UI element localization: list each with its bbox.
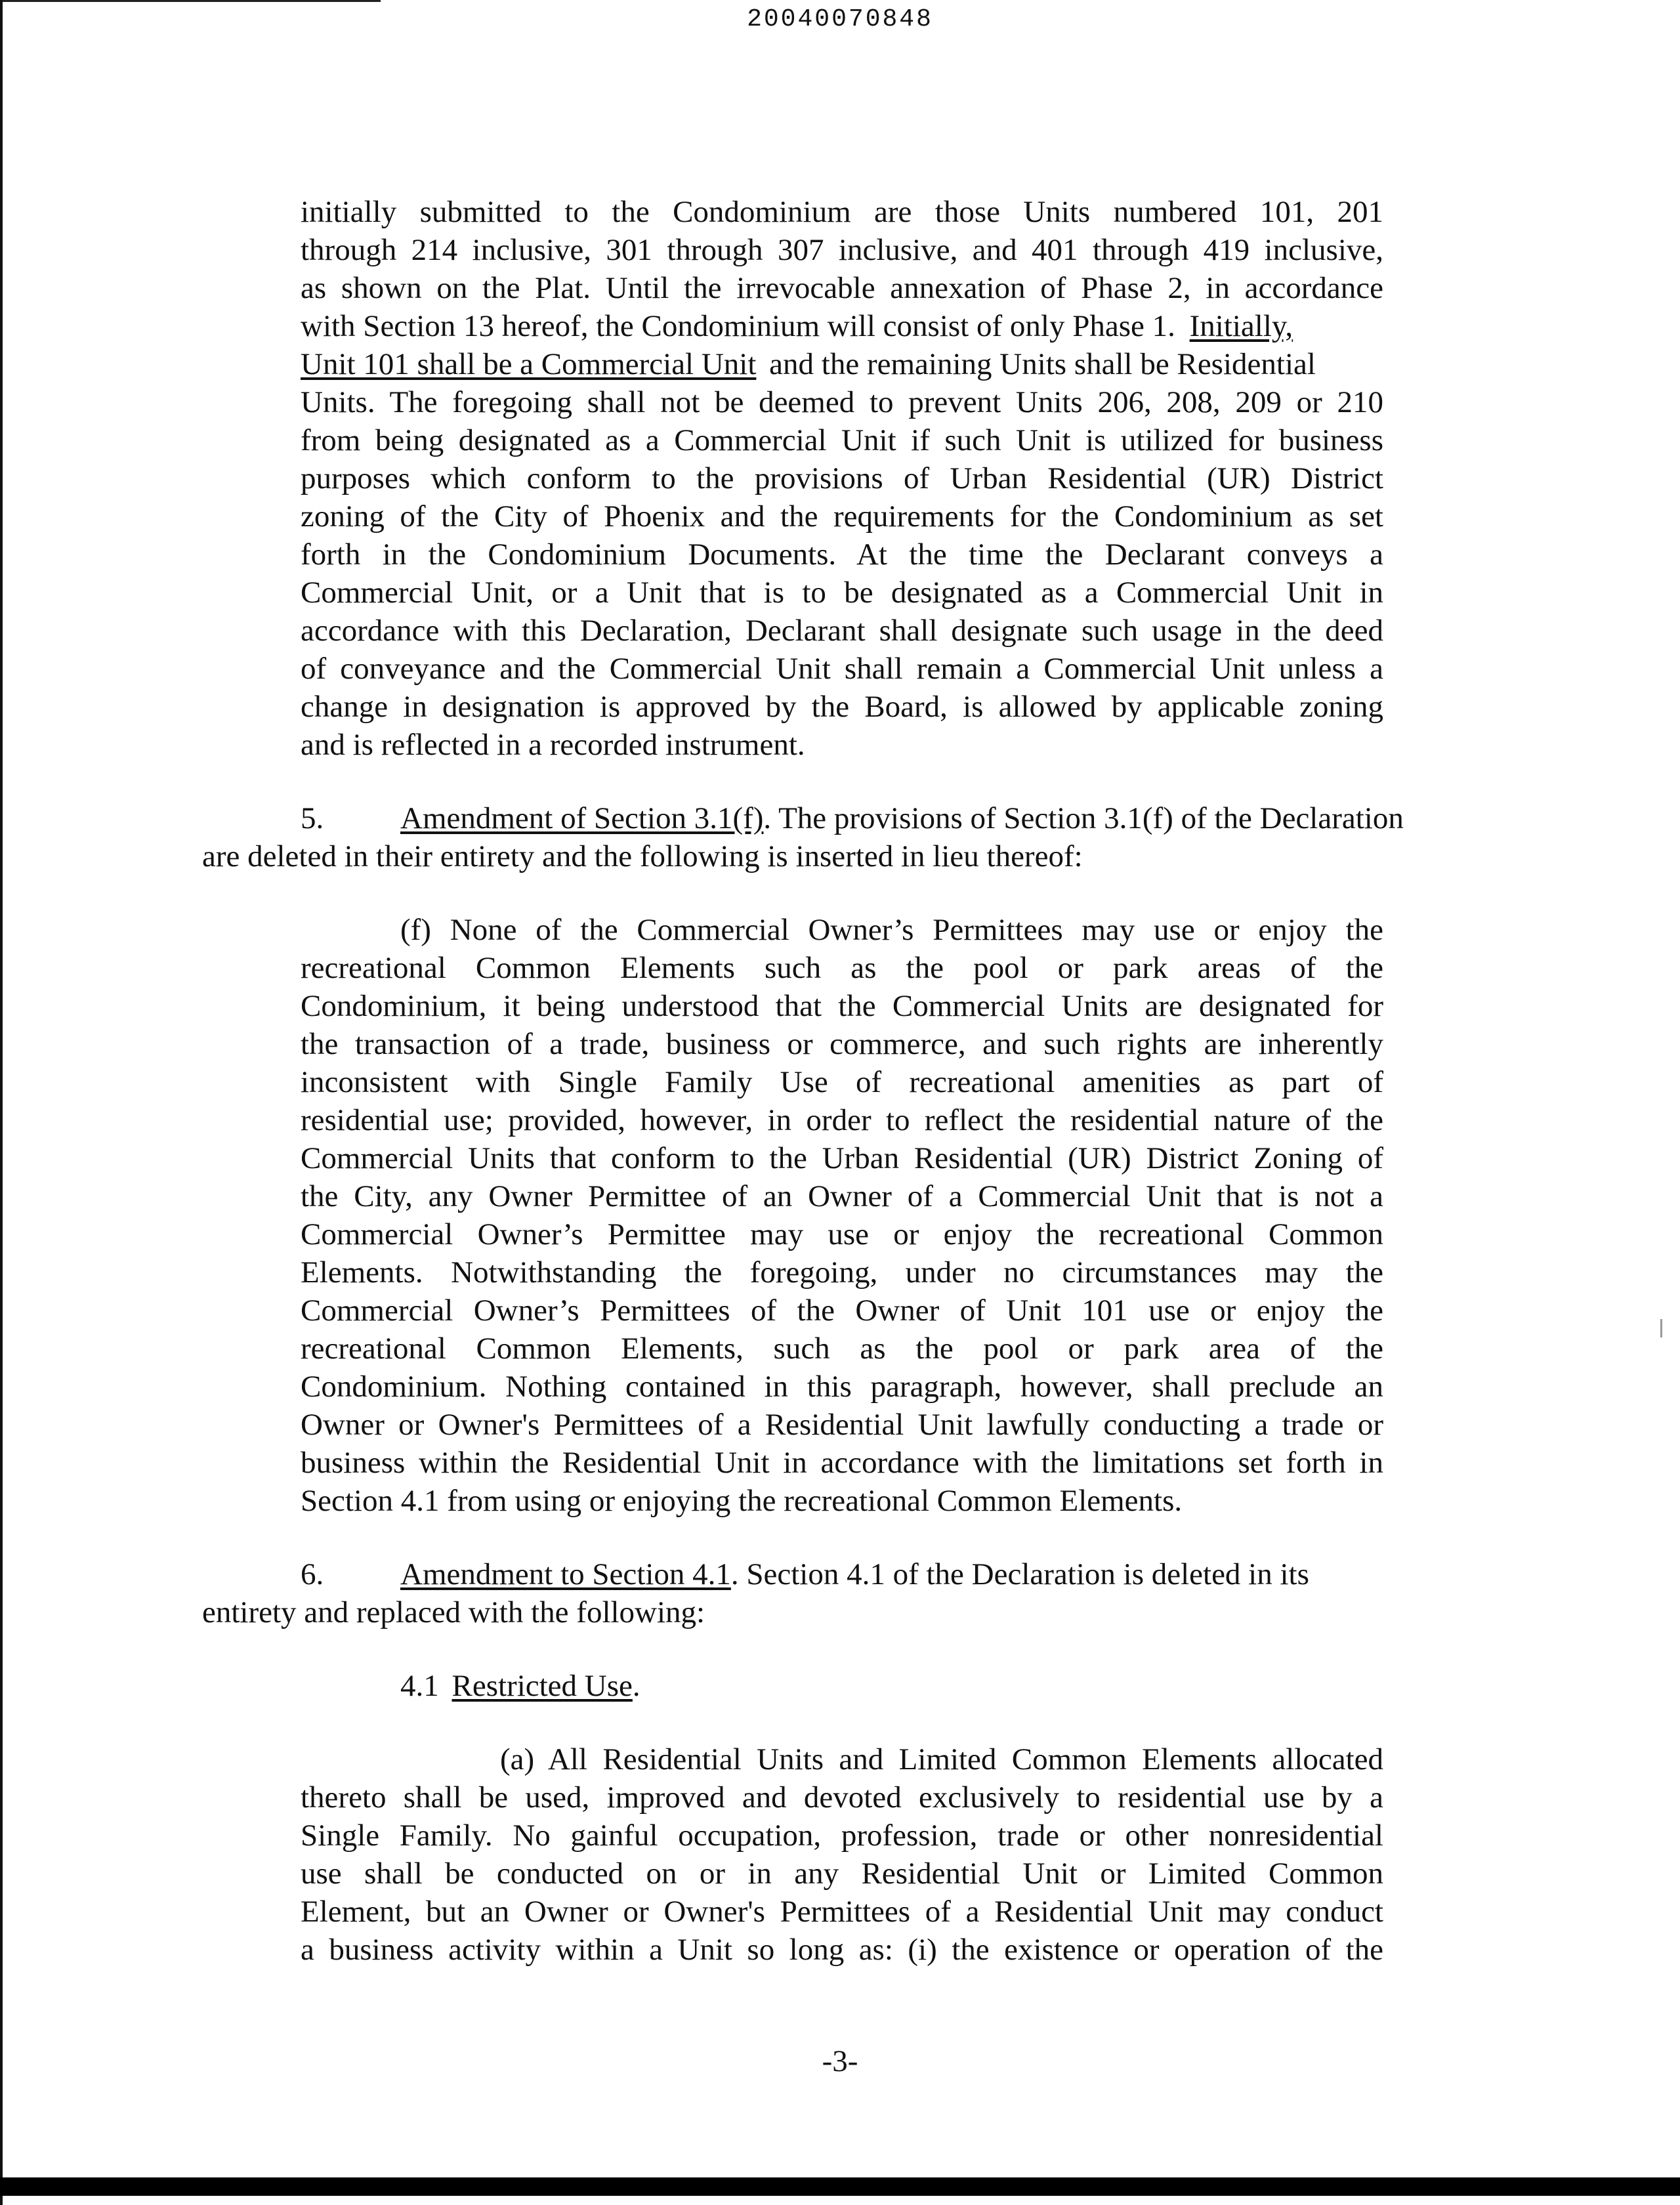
text-line: recreational Common Elements, such as the pool or park area of the	[301, 1332, 1383, 1366]
scan-top-rule	[0, 0, 381, 2]
text-line: Commercial Owner’s Permittee may use or enjoy the recreational Common	[301, 1217, 1383, 1251]
text-line: forth in the Condominium Documents. At the time the Declarant conveys a	[301, 537, 1383, 572]
text-line: Commercial Owner’s Permittees of the Owner of Unit 101 use or enjoy the	[301, 1293, 1383, 1328]
text-line: a business activity within a Unit so long as: (i) the existence or operation of the	[301, 1933, 1383, 1967]
text-line: change in designation is approved by the Board, is allowed by applicable zoning	[301, 690, 1383, 724]
text-line: (f) None of the Commercial Owner’s Permittees may use or enjoy the	[400, 913, 1383, 947]
text-line: Condominium, it being understood that the Commercial Units are designated for	[301, 989, 1383, 1023]
text-line: from being designated as a Commercial Unit if such Unit is utilized for business	[301, 423, 1383, 457]
scan-left-edge	[0, 0, 3, 2205]
text-line: Section 4.1 from using or enjoying the recreational Common Elements.	[301, 1484, 1183, 1518]
text-line: of conveyance and the Commercial Unit shall remain a Commercial Unit unless a	[301, 652, 1383, 686]
text-line: residential use; provided, however, in order to reflect the residential nature of the	[301, 1103, 1383, 1137]
text-line: initially submitted to the Condominium are those Units numbered 101, 201	[301, 195, 1383, 229]
text-line: accordance with this Declaration, Declarant shall designate such usage in the deed	[301, 614, 1383, 648]
text-line: (a) All Residential Units and Limited Common Elements allocated	[500, 1742, 1383, 1776]
scan-bottom-bar	[0, 2177, 1680, 2196]
text-line: Commercial Unit, or a Unit that is to be designated as a Commercial Unit in	[301, 576, 1383, 610]
text-line: Condominium. Nothing contained in this paragraph, however, shall preclude an	[301, 1370, 1383, 1404]
text-line: Commercial Units that conform to the Urban Residential (UR) District Zoning of	[301, 1141, 1383, 1175]
text-line	[301, 345, 1383, 383]
section-6-heading: Amendment to Section 4.1	[400, 1557, 731, 1591]
text-run: with Section 13 hereof, the Condominium will consist of only Phase 1.	[301, 309, 1175, 343]
text-line: purposes which conform to the provisions of Urban Residential (UR) District	[301, 461, 1383, 495]
text-line: recreational Common Elements such as the pool or park areas of the	[301, 951, 1383, 985]
text-line	[301, 307, 1383, 345]
scan-artifact-mark	[1660, 1319, 1662, 1337]
text-line: and is reflected in a recorded instrument.	[301, 728, 805, 762]
text-line: use shall be conducted on or in any Residential Unit or Limited Common	[301, 1857, 1383, 1891]
subheading-number: 4.1	[400, 1669, 439, 1703]
section-5-heading: Amendment of Section 3.1(f)	[400, 801, 764, 835]
section-6-first-line	[400, 1555, 1483, 1593]
text-line: Owner or Owner's Permittees of a Residential Unit lawfully conducting a trade or	[301, 1408, 1383, 1442]
text-line: Elements. Notwithstanding the foregoing, under no circumstances may the	[301, 1255, 1383, 1290]
text-run: . Section 4.1 of the Declaration is deleted in its	[730, 1557, 1309, 1591]
text-line: zoning of the City of Phoenix and the requirements for the Condominium as set	[301, 499, 1383, 534]
text-line: entirety and replaced with the following:	[202, 1595, 705, 1629]
underlined-text: Unit 101 shall be a Commercial Unit	[301, 347, 757, 381]
subheading-title: Restricted Use	[452, 1669, 633, 1703]
text-line: as shown on the Plat. Until the irrevocable annexation of Phase 2, in accordance	[301, 271, 1383, 305]
text-line: are deleted in their entirety and the following is inserted in lieu thereof:	[202, 839, 1083, 873]
text-run: and the remaining Units shall be Residential	[769, 347, 1316, 381]
page-number: -3-	[822, 2044, 858, 2078]
document-number: 20040070848	[747, 5, 933, 33]
text-line: inconsistent with Single Family Use of recreational amenities as part of	[301, 1065, 1383, 1099]
text-line: business within the Residential Unit in accordance with the limitations set forth in	[301, 1446, 1383, 1480]
subheading-period: .	[632, 1669, 640, 1703]
text-line: the transaction of a trade, business or commerce, and such rights are inherently	[301, 1027, 1383, 1061]
text-line: thereto shall be used, improved and devoted exclusively to residential use by a	[301, 1780, 1383, 1815]
section-5-first-line	[400, 799, 1483, 837]
text-line: Units. The foregoing shall not be deemed to prevent Units 206, 208, 209 or 210	[301, 385, 1383, 419]
text-line: Single Family. No gainful occupation, profession, trade or other nonresidential	[301, 1818, 1383, 1853]
section-5-number: 5.	[301, 801, 324, 835]
section-6-number: 6.	[301, 1557, 324, 1591]
text-run: . The provisions of Section 3.1(f) of the Declaration	[763, 801, 1404, 835]
text-line: the City, any Owner Permittee of an Owner of a Commercial Unit that is not a	[301, 1179, 1383, 1213]
underlined-text: Initially,	[1189, 309, 1293, 343]
text-line: through 214 inclusive, 301 through 307 inclusive, and 401 through 419 inclusive,	[301, 233, 1383, 267]
subheading-4-1	[400, 1667, 640, 1705]
text-line: Element, but an Owner or Owner's Permittees of a Residential Unit may conduct	[301, 1895, 1383, 1929]
